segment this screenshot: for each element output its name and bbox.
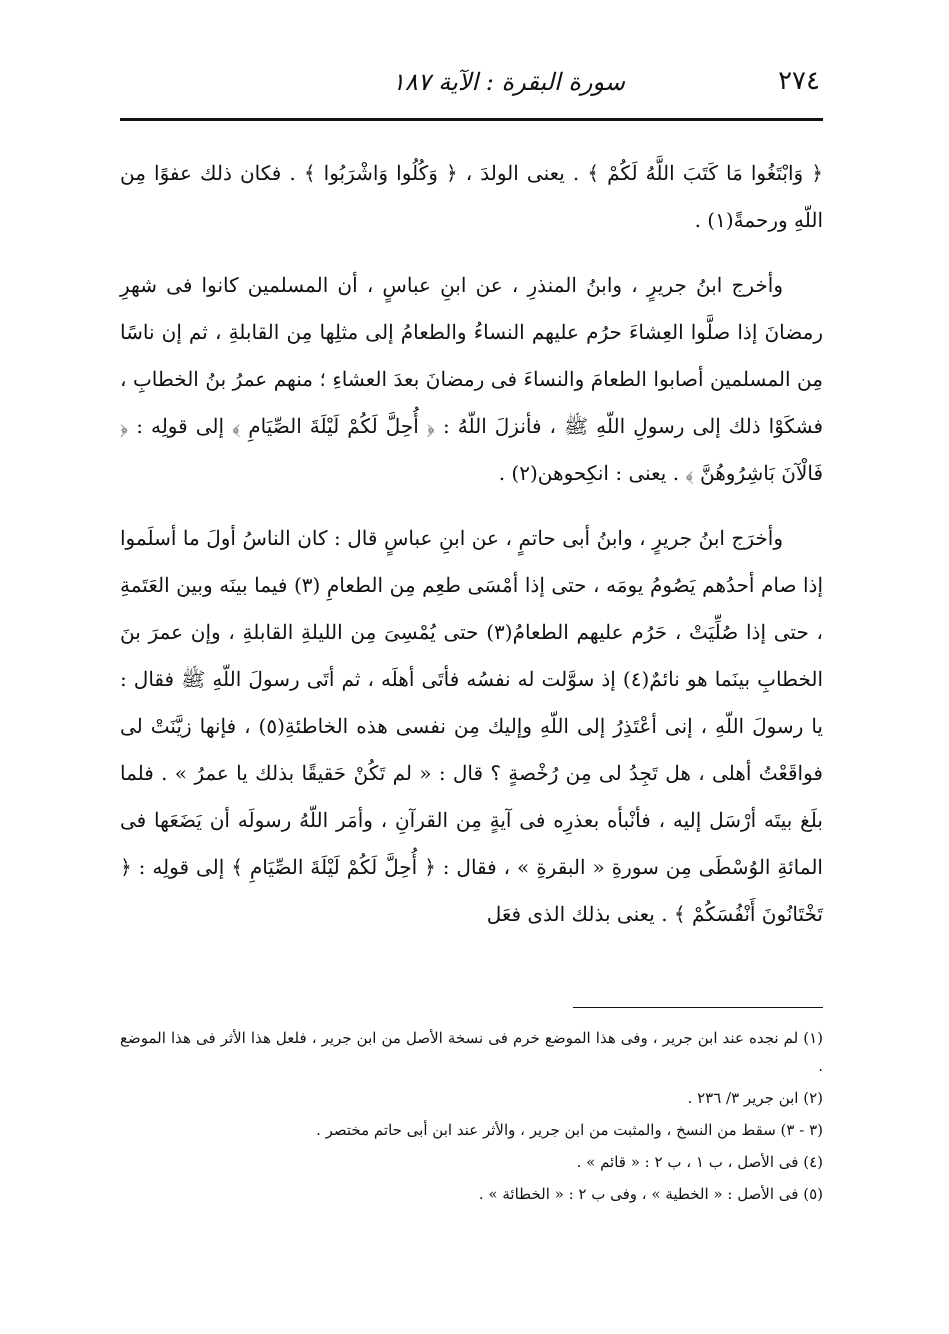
footnote: (٣ - ٣) سقط من النسخ ، والمثبت من ابن جرير ، والأثر عند ابن أبى حاتم مختصر . bbox=[316, 1121, 823, 1139]
footnote: (٥) فى الأصل : « الخطية » ، وفى ب ٢ : « الخطائة » . bbox=[478, 1185, 823, 1203]
footnote: (٤) فى الأصل ، ب ١ ، ب ٢ : « قائم » . bbox=[576, 1153, 823, 1171]
paragraph: وأخرج ابنُ جريرٍ ، وابنُ المنذرِ ، عن ابنِ عباسٍ ، أن المسلمين كانوا فى شهرِ رمضانَ إذا صلَّوا العِشاءَ حرُم عليهم النساءُ والطعامُ إلى مثلِها مِن القابلةِ ، ثم إن ناسًا مِن المسلمين أصابوا الطعامَ والنساءَ فى رمضانَ بعدَ العشاءِ ؛ منهم عمرُ بنُ الخطابِ ، فشكَوْا ذلك إلى رسولِ اللّهِ ﷺ ، فأنزلَ اللّهُ : ﴿ أُحِلَّ لَكُمْ لَيْلَةَ الصِّيَامِ ﴾ إلى قولِه : ﴿ فَالْآنَ بَاشِرُوهُنَّ ﴾ . يعنى : انكِحوهن(٢) . bbox=[120, 273, 824, 485]
footnote-rule bbox=[573, 1007, 823, 1008]
footnote: (١) لم نجده عند ابن جرير ، وفى هذا الموضع خرم فى نسخة الأصل من ابن جرير ، فلعل هذا الأثر فى هذا الموضع . bbox=[120, 1029, 823, 1075]
main-text bbox=[120, 150, 823, 938]
running-title: سورة البقرة : الآية ١٨٧ bbox=[391, 68, 625, 96]
page-number: ٢٧٤ bbox=[778, 66, 820, 96]
paragraph: وأخرَج ابنُ جريرٍ ، وابنُ أبى حاتمٍ ، عن ابنِ عباسٍ قال : كان الناسُ أولَ ما أسلَموا إذا صام أحدُهم يَصُومُ يومَه ، حتى إذا أمْسَى طعِم مِن الطعامِ (٣) فيما بينَه وبين العَتَمةِ ، حتى إذا صُلِّيَتْ ، حَرُم عليهم الطعامُ(٣) حتى يُمْسِىَ مِن الليلةِ القابلةِ ، وإن عمرَ بنَ الخطابِ بينَما هو نائمٌ(٤) إذ سوَّلت له نفسُه فأتَى أهلَه ، ثم أتَى رسولَ اللّهِ ﷺ فقال : يا رسولَ اللّهِ ، إنى أعْتَذِرُ إلى اللّهِ وإليك مِن نفسى هذه الخاطئةِ(٥) ، فإنها زيَّنَتْ لى فواقَعْتُ أهلى ، هل تَجِدُ لى مِن رُخْصةٍ ؟ قال : « لم تَكُنْ حَقيقًا بذلك يا عمرُ » . فلما بلَغ بيتَه أرْسَل إليه ، فأنْبأه بعذرِه فى آيةٍ مِن القرآنِ ، وأمَر اللّهُ رسولَه أن يَضَعَها فى المائةِ الوُسْطَى مِن سورةِ « البقرةِ » ، فقال : ﴿ أُحِلَّ لَكُمْ لَيْلَةَ الصِّيَامِ ﴾ إلى قولِه : ﴿ تَخْتَانُونَ أَنْفُسَكُمْ ﴾ . يعنى بذلك الذى فعَل bbox=[120, 526, 824, 926]
header-rule bbox=[120, 118, 823, 121]
running-header bbox=[120, 66, 820, 106]
footnotes bbox=[120, 1024, 823, 1212]
paragraph: ﴿ وَابْتَغُوا مَا كَتَبَ اللَّهُ لَكُمْ ﴾ . يعنى الولدَ ، ﴿ وَكُلُوا وَاشْرَبُوا ﴾ . فكان ذلك عفوًا مِن اللّهِ ورحمةً(١) . bbox=[120, 161, 823, 232]
footnote: (٢) ابن جرير ٣/ ٢٣٦ . bbox=[687, 1089, 823, 1107]
